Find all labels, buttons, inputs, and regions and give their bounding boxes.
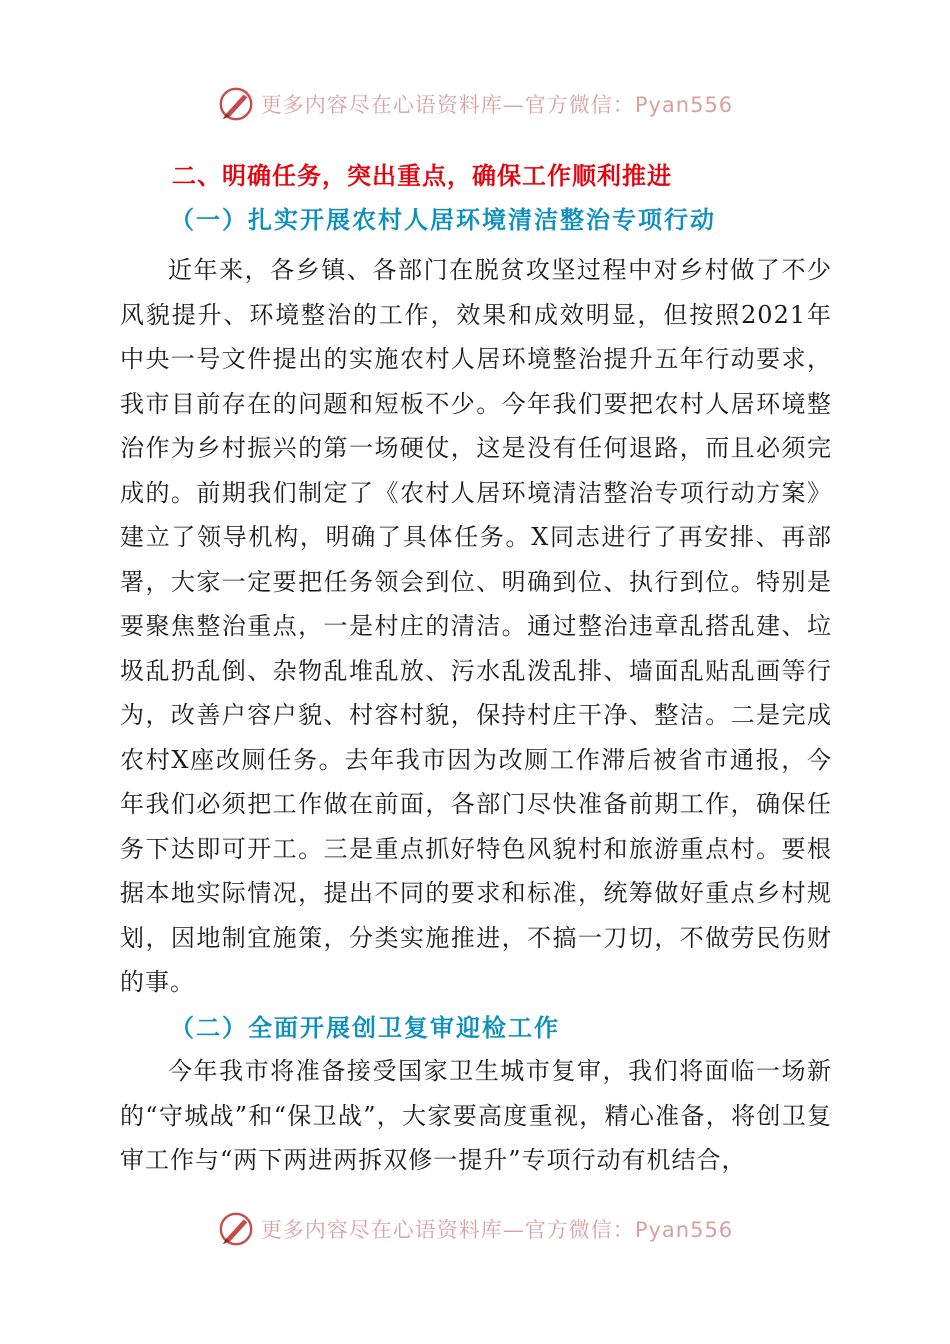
subsection-1-paragraph: 近年来，各乡镇、各部门在脱贫攻坚过程中对乡村做了不少风貌提升、环境整治的工作，效果和成效明显，但按照2021年中央一号文件提出的实施农村人居环境整治提升五年行动要求，我市目前存在的问题和短板不少。今年我们要把农村人居环境整治作为乡村振兴的第一场硬仗，这是没有任何退路，而且必须完成的。前期我们制定了《农村人居环境清洁整治专项行动方案》建立了领导机构，明确了具体任务。X同志进行了再安排、再部署，大家一定要把任务领会到位、明确到位、执行到位。特别是要聚焦整治重点，一是村庄的清洁。通过整治违章乱搭乱建、垃圾乱扔乱倒、杂物乱堆乱放、污水乱泼乱排、墙面乱贴乱画等行为，改善户容户貌、村容村貌，保持村庄干净、整洁。二是完成农村X座改厕任务。去年我市因为改厕工作滞后被省市通报，今年我们必须把工作做在前面，各部门尽快准备前期工作，确保任务下达即可开工。三是重点抓好特色风貌村和旅游重点村。要根据本地实际情况，提出不同的要求和标准，统筹做好重点乡村规划，因地制宜施策，分类实施推进，不搞一刀切，不做劳民伤财的事。 [120, 256, 832, 996]
wechat-id: Pyan556 [634, 93, 734, 117]
wechat-id: Pyan556 [634, 1218, 734, 1242]
pen-logo-icon [217, 85, 255, 123]
subsection-1-heading: （一）扎实开展农村人居环境清洁整治专项行动 [170, 205, 716, 234]
section-title: 二、明确任务，突出重点，确保工作顺利推进 [172, 162, 672, 190]
footer-watermark [0, 1209, 950, 1249]
subsection-2-paragraph: 今年我市将准备接受国家卫生城市复审，我们将面临一场新的“守城战”和“保卫战”，大家要高度重视，精心准备，将创卫复审工作与“两下两进两拆双修一提升”专项行动有机结合， [120, 1057, 832, 1174]
watermark-text: 更多内容尽在心语资料库—官方微信：Pyan556 [260, 1218, 734, 1242]
pen-logo-icon [217, 1210, 255, 1248]
header-watermark [0, 84, 950, 124]
subsection-2-heading: （二）全面开展创卫复审迎检工作 [170, 1013, 560, 1042]
watermark-text: 更多内容尽在心语资料库—官方微信：Pyan556 [260, 93, 734, 117]
